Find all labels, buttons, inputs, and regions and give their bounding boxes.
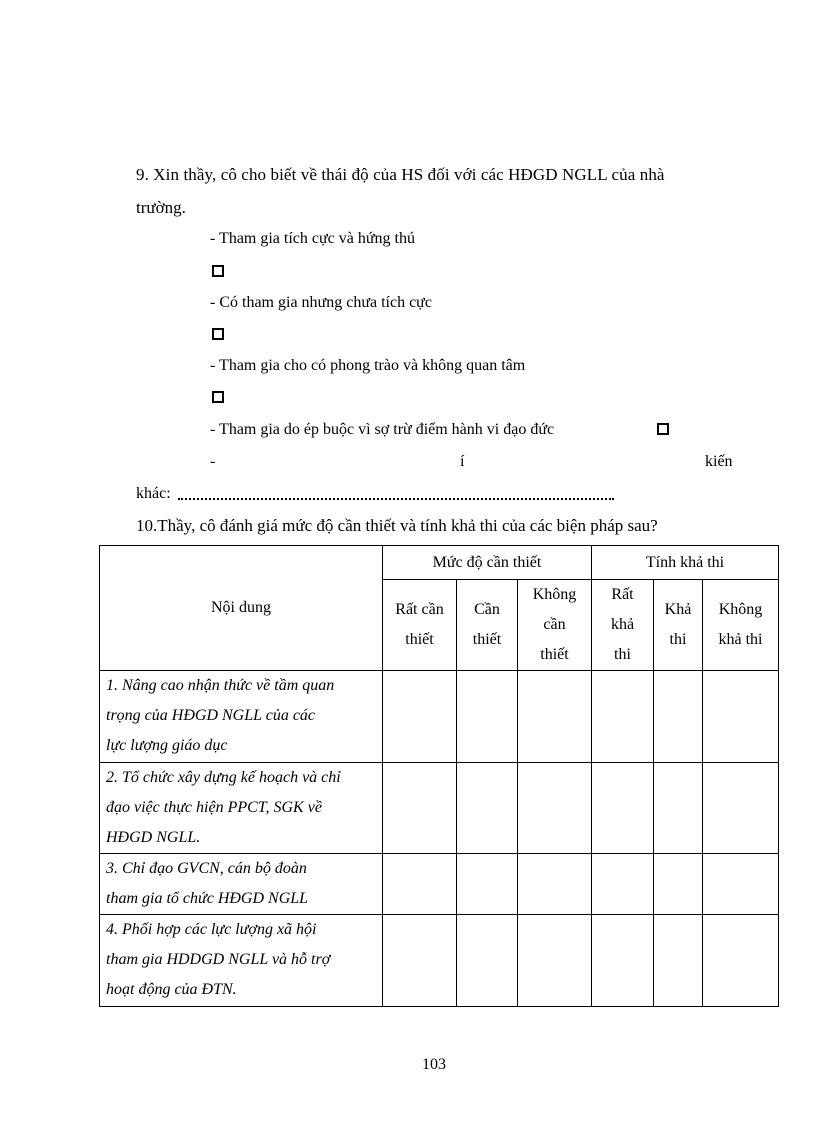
- cell[interactable]: [518, 854, 592, 915]
- cell[interactable]: [703, 854, 779, 915]
- q9-option-2: - Có tham gia nhưng chưa tích cực: [210, 294, 432, 311]
- cell[interactable]: [518, 671, 592, 763]
- checkbox-3[interactable]: [212, 391, 224, 403]
- cell[interactable]: [518, 763, 592, 854]
- cell[interactable]: [592, 854, 654, 915]
- feasible-col-1: Rất khả thi: [592, 580, 654, 671]
- cell[interactable]: [703, 763, 779, 854]
- cell[interactable]: [703, 671, 779, 763]
- cell[interactable]: [654, 671, 703, 763]
- q10-title: 10.Thầy, cô đánh giá mức độ cần thiết và tính khả thi của các biện pháp sau?: [136, 516, 658, 535]
- group-feasible-header: Tính khả thi: [592, 546, 779, 580]
- q9-line1: 9. Xin thầy, cô cho biết về thái độ của HS đối với các HĐGD NGLL của nhà: [136, 165, 665, 184]
- checkbox-2[interactable]: [212, 328, 224, 340]
- q9-other-dash: -: [210, 453, 216, 470]
- cell[interactable]: [383, 671, 457, 763]
- q9-option-4: - Tham gia do ép buộc vì sợ trừ điểm hành vi đạo đức: [210, 421, 555, 438]
- cell[interactable]: [457, 763, 518, 854]
- checkbox-1[interactable]: [212, 265, 224, 277]
- q9-other-label: khác:: [136, 485, 171, 502]
- q9-other-input[interactable]: [178, 498, 614, 500]
- q9-other-mid: í: [460, 453, 465, 470]
- feasible-col-3: Không khả thi: [703, 580, 779, 671]
- group-need-header: Mức độ cần thiết: [383, 546, 592, 580]
- cell[interactable]: [654, 915, 703, 1007]
- q9-line2: trường.: [136, 198, 186, 217]
- cell[interactable]: [654, 763, 703, 854]
- col-content-header: Nội dung: [100, 546, 383, 671]
- row-2-content: 2. Tổ chức xây dựng kế hoạch và chỉ đạo việc thực hiện PPCT, SGK về HĐGD NGLL.: [100, 763, 383, 854]
- evaluation-table: [99, 545, 779, 1007]
- page-number: 103: [422, 1056, 446, 1073]
- cell[interactable]: [457, 915, 518, 1007]
- row-3-content: 3. Chỉ đạo GVCN, cán bộ đoàn tham gia tổ chức HĐGD NGLL: [100, 854, 383, 915]
- table-row: [100, 671, 779, 763]
- cell[interactable]: [592, 915, 654, 1007]
- table-row: [100, 854, 779, 915]
- checkbox-4[interactable]: [657, 423, 669, 435]
- cell[interactable]: [518, 915, 592, 1007]
- cell[interactable]: [592, 763, 654, 854]
- cell[interactable]: [703, 915, 779, 1007]
- row-4-content: 4. Phối hợp các lực lượng xã hội tham gia HDDGD NGLL và hỗ trợ hoạt động của ĐTN.: [100, 915, 383, 1007]
- need-col-1: Rất cần thiết: [383, 580, 457, 671]
- q9-option-1: - Tham gia tích cực và hứng thú: [210, 230, 415, 247]
- need-col-2: Cần thiết: [457, 580, 518, 671]
- cell[interactable]: [383, 915, 457, 1007]
- cell[interactable]: [592, 671, 654, 763]
- cell[interactable]: [457, 671, 518, 763]
- need-col-3: Không cần thiết: [518, 580, 592, 671]
- table-row: [100, 763, 779, 854]
- feasible-col-2: Khả thi: [654, 580, 703, 671]
- q9-option-3: - Tham gia cho có phong trào và không quan tâm: [210, 357, 526, 374]
- row-1-content: 1. Nâng cao nhận thức về tầm quan trọng của HĐGD NGLL của các lực lượng giáo dục: [100, 671, 383, 763]
- table-row: [100, 915, 779, 1007]
- cell[interactable]: [457, 854, 518, 915]
- cell[interactable]: [654, 854, 703, 915]
- q9-other-end: kiến: [705, 453, 733, 470]
- cell[interactable]: [383, 763, 457, 854]
- cell[interactable]: [383, 854, 457, 915]
